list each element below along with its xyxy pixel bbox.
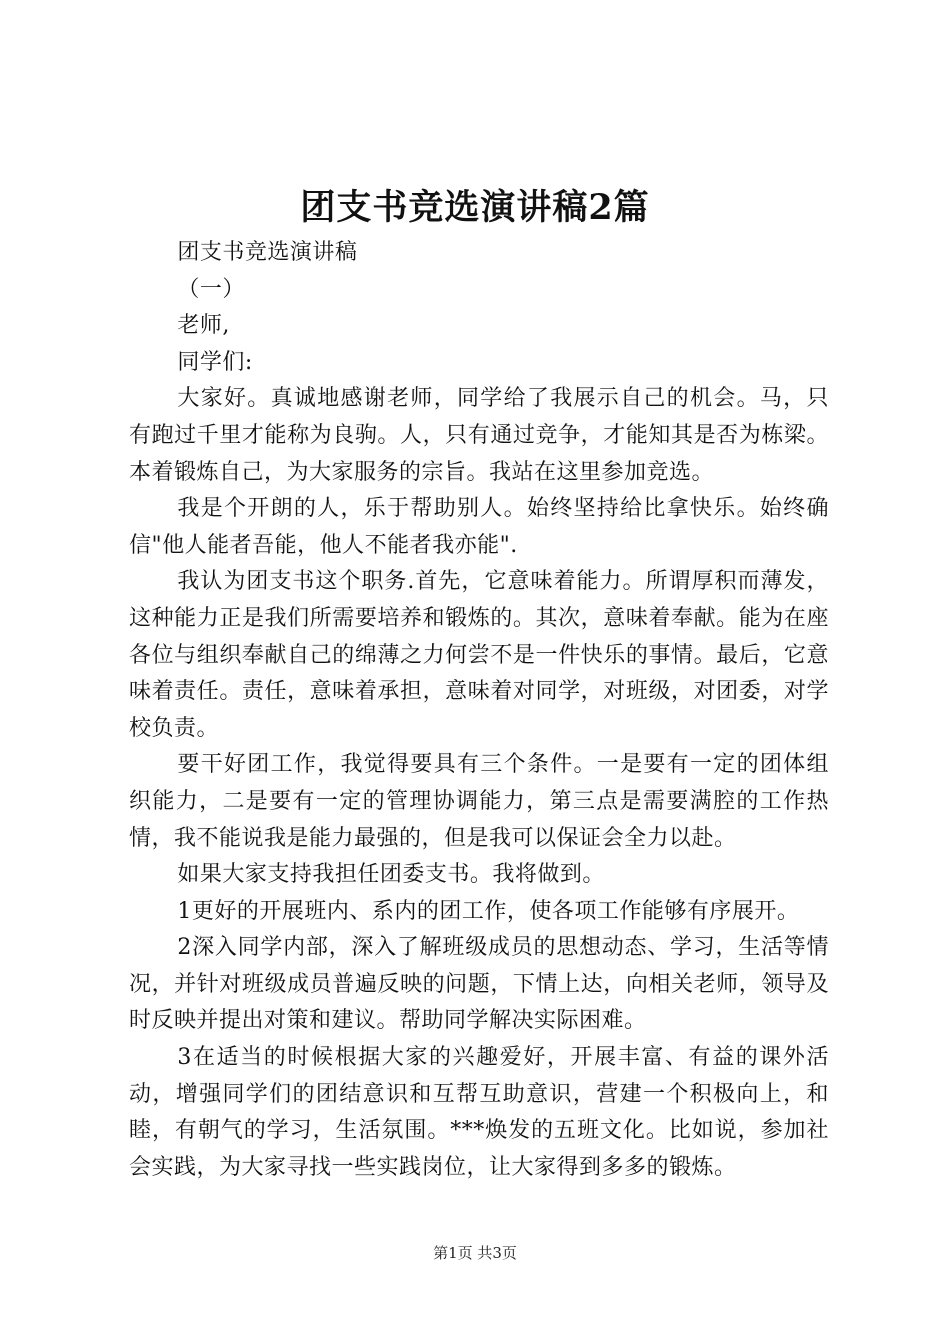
paragraph: 要干好团工作，我觉得要具有三个条件。一是要有一定的团体组织能力，二是要有一定的管理协调能力，第三点是需要满腔的工作热情，我不能说我是能力最强的，但是我可以保证会全力以赴。 xyxy=(129,752,829,851)
paragraph: 1更好的开展班内、系内的团工作，使各项工作能够有序展开。 xyxy=(177,898,800,924)
paragraph: 3在适当的时候根据大家的兴趣爱好，开展丰富、有益的课外活动，增强同学们的团结意识和互帮互助意识，营建一个积极向上，和睦，有朝气的学习，生活氛围。***焕发的五班文化。比如说，参加社会实践，为大家寻找一些实践岗位，让大家得到多多的锻炼。 xyxy=(129,1045,829,1180)
paragraph: 我是个开朗的人，乐于帮助别人。始终坚持给比拿快乐。始终确信"他人能者吾能，他人不能者我亦能". xyxy=(129,496,829,558)
paragraph: 2深入同学内部，深入了解班级成员的思想动态、学习，生活等情况，并针对班级成员普遍反映的问题，下情上达，向相关老师，领导及时反映并提出对策和建议。帮助同学解决实际困难。 xyxy=(129,935,829,1034)
page-footer: 第1页 共3页 xyxy=(433,1244,517,1262)
paragraph-section-number: （一） xyxy=(177,276,245,302)
document-title: 团支书竞选演讲稿2篇 xyxy=(300,187,650,228)
paragraph-heading: 团支书竞选演讲稿 xyxy=(177,240,358,265)
paragraph: 如果大家支持我担任团委支书。我将做到。 xyxy=(177,862,605,888)
paragraph: 我认为团支书这个职务.首先，它意味着能力。所谓厚积而薄发，这种能力正是我们所需要培养和锻炼的。其次，意味着奉献。能为在座各位与组织奉献自己的绵薄之力何尝不是一件快乐的事情。最后，它意味着责任。责任，意味着承担，意味着对同学，对班级，对团委，对学校负责。 xyxy=(129,569,829,741)
document-body xyxy=(129,235,829,1186)
paragraph-salutation-teachers: 老师, xyxy=(177,313,230,339)
paragraph: 大家好。真诚地感谢老师，同学给了我展示自己的机会。马，只有跑过千里才能称为良驹。人，只有通过竞争，才能知其是否为栋梁。本着锻炼自己，为大家服务的宗旨。我站在这里参加竞选。 xyxy=(129,386,829,485)
paragraph-salutation-classmates: 同学们: xyxy=(177,349,253,375)
